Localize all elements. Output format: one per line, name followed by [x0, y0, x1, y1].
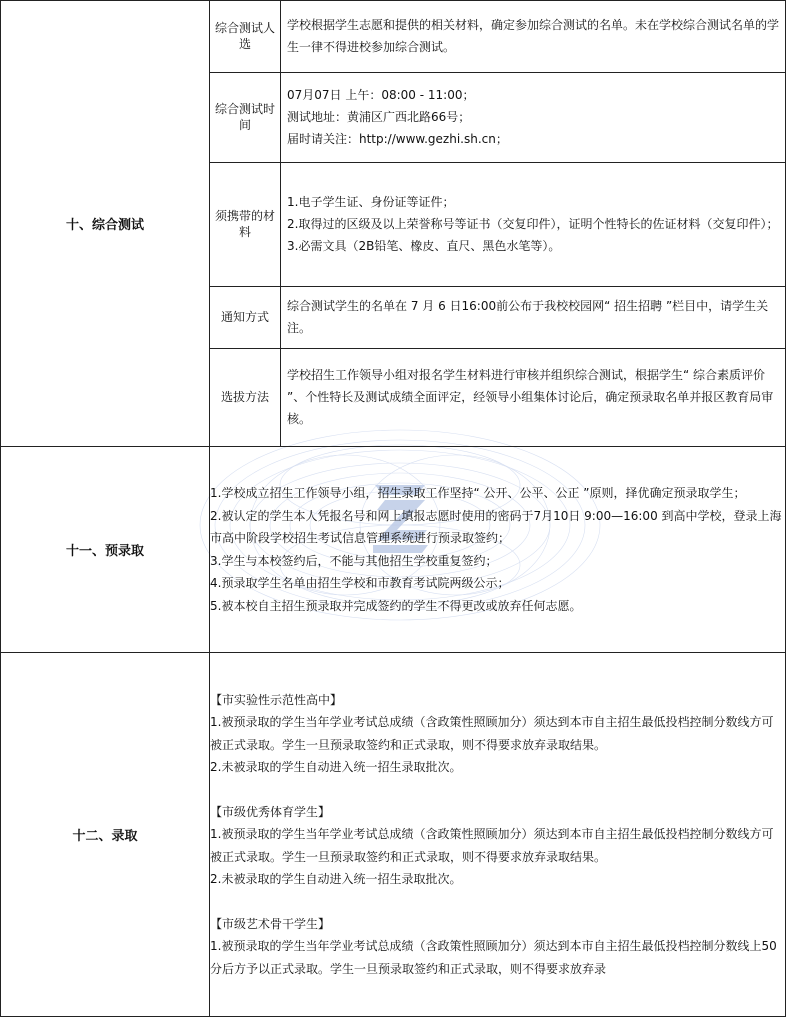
group-heading: 【市级艺术骨干学生】 [210, 916, 331, 931]
sub-table [210, 1, 785, 446]
text-line: 1.电子学生证、身份证等证件； [287, 195, 455, 209]
text-line: 2.取得过的区级及以上荣誉称号等证书（交复印件），证明个性特长的佐证材料（交复印件）； [287, 217, 779, 231]
text-line: 07月07日 上午：08:00 - 11:00； [287, 88, 475, 102]
section-title: 十一、预录取 [1, 447, 210, 653]
spacer [210, 891, 785, 913]
row-label: 综合测试时间 [210, 72, 281, 162]
group-heading: 【市实验性示范性高中】 [210, 692, 343, 707]
row-content [281, 1, 786, 72]
row-content [281, 72, 786, 162]
row-label: 须携带的材料 [210, 162, 281, 286]
text-line: 学校招生工作领导小组对报名学生材料进行审核并组织综合测试，根据学生“ 综合素质评价 ”、个性特长及测试成绩全面评定，经领导小组集体讨论后，确定预录取名单并报区教育局审核。 [287, 368, 774, 427]
text-line: 学校根据学生志愿和提供的相关材料，确定参加综合测试的名单。未在学校综合测试名单的学生一律不得进校参加综合测试。 [287, 18, 780, 55]
text-line: 1.被预录取的学生当年学业考试总成绩（含政策性照顾加分）须达到本市自主招生最低投档控制分数线方可被正式录取。学生一旦预录取签约和正式录取，则不得要求放弃录取结果。 [210, 827, 774, 864]
text-line: 1.被预录取的学生当年学业考试总成绩（含政策性照顾加分）须达到本市自主招生最低投档控制分数线上50分后方予以正式录取。学生一旦预录取签约和正式录取，则不得要求放弃录 [210, 939, 777, 976]
row-label: 选拔方法 [210, 348, 281, 446]
row-content [281, 348, 786, 446]
section-title: 十二、录取 [1, 653, 210, 1017]
text-line: 综合测试学生的名单在 7 月 6 日16:00前公布于我校校园网“ 招生招聘 ”栏目中，请学生关注。 [287, 299, 769, 335]
text-line: 2.未被录取的学生自动进入统一招生录取批次。 [210, 872, 462, 887]
section-title: 十、综合测试 [1, 1, 210, 447]
text-line: 5.被本校自主招生预录取并完成签约的学生不得更改或放弃任何志愿。 [210, 598, 582, 613]
section-body [210, 653, 786, 1017]
text-line: 届时请关注：http://www.gezhi.sh.cn； [287, 132, 508, 146]
row-label: 综合测试人选 [210, 1, 281, 72]
text-line: 4.预录取学生名单由招生学校和市教育考试院两级公示； [210, 576, 510, 590]
group-heading: 【市级优秀体育学生】 [210, 804, 331, 819]
text-line: 2.未被录取的学生自动进入统一招生录取批次。 [210, 760, 462, 775]
row-label: 通知方式 [210, 286, 281, 348]
text-line: 测试地址：黄浦区广西北路66号； [287, 110, 471, 124]
spacer [210, 779, 785, 801]
row-content [281, 162, 786, 286]
text-line: 1.学校成立招生工作领导小组，招生录取工作坚持“ 公开、公平、公正 ”原则，择优确定预录取学生； [210, 486, 746, 500]
text-line: 1.被预录取的学生当年学业考试总成绩（含政策性照顾加分）须达到本市自主招生最低投档控制分数线方可被正式录取。学生一旦预录取签约和正式录取，则不得要求放弃录取结果。 [210, 715, 774, 752]
row-content [281, 286, 786, 348]
section-body [210, 1, 786, 447]
text-line: 3.必需文具（2B铅笔、橡皮、直尺、黑色水笔等）。 [287, 239, 561, 253]
text-line: 2.被认定的学生本人凭报名号和网上填报志愿时使用的密码于7月10日 9:00—16:00 到高中学校，登录上海市高中阶段学校招生考试信息管理系统进行预录取签约； [210, 508, 782, 545]
section-body [210, 447, 786, 653]
text-line: 3.学生与本校签约后，不能与其他招生学校重复签约； [210, 553, 498, 568]
